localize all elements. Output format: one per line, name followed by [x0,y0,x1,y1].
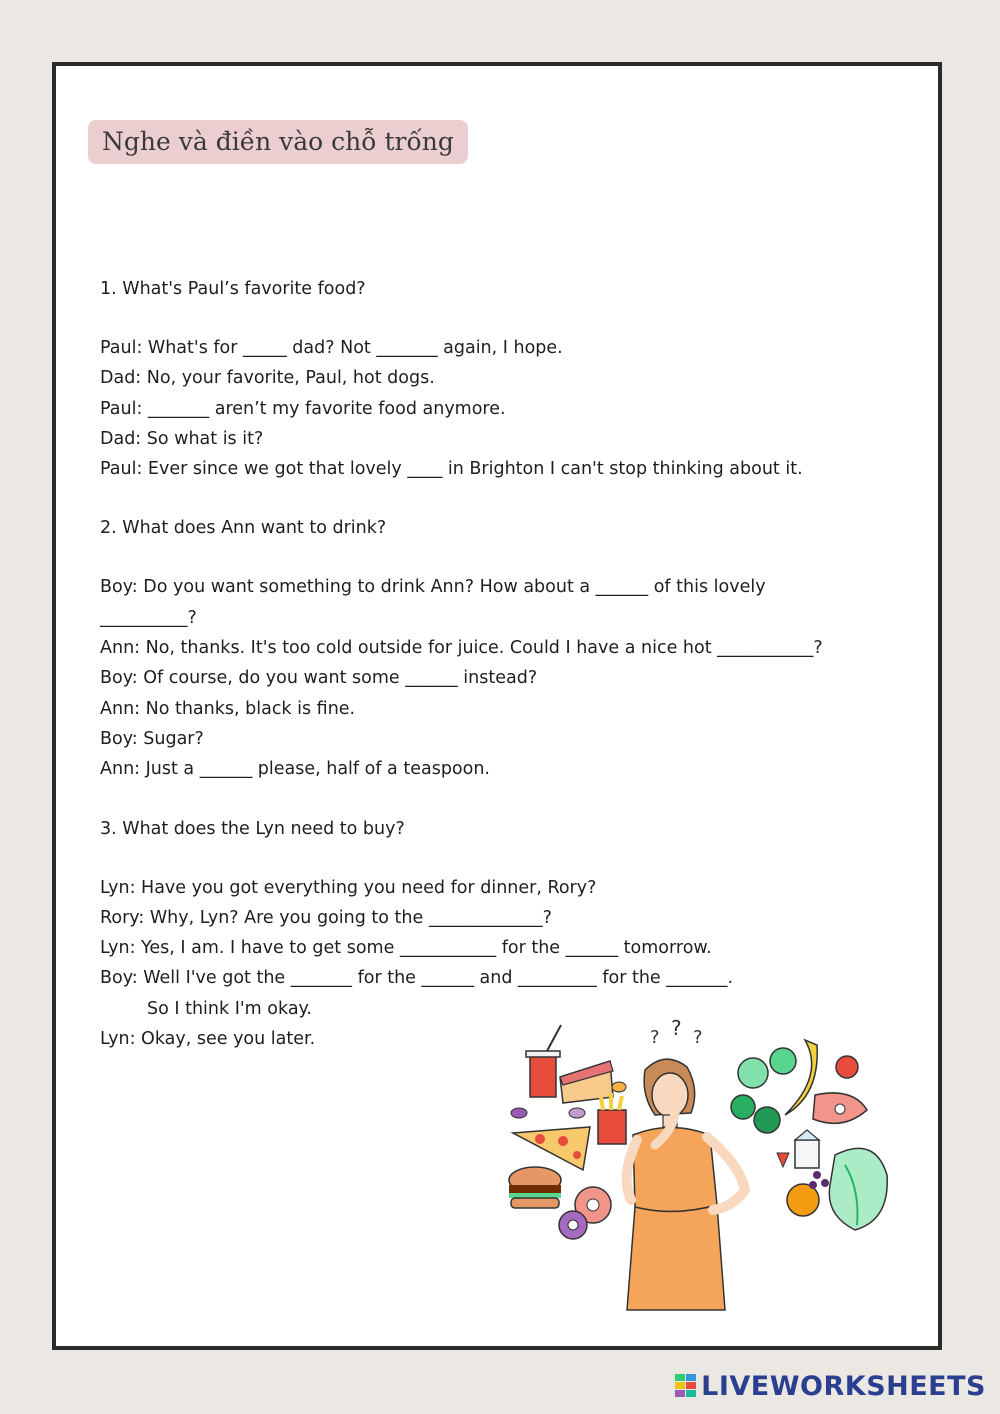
burger-icon [509,1167,561,1208]
dialogue-1 [100,333,880,484]
dialogue-line: Ann: No, thanks. It's too cold outside for juice. Could I have a nice hot ___________? [100,638,823,659]
question-mark: ? [650,1027,660,1048]
question-3: 3. What does the Lyn need to buy? [100,818,405,839]
dialogue-line: Paul: _______ aren’t my favorite food anymore. [100,398,506,419]
soda-cup-icon [526,1025,561,1097]
dialogue-2 [100,572,880,784]
milk-carton-icon [795,1130,819,1168]
dialogue-line: Lyn: Have you got everything you need for dinner, Rory? [100,877,597,898]
lettuce-icon [829,1148,887,1230]
dialogue-line: Boy: Sugar? [100,728,204,749]
dialogue-line: Dad: So what is it? [100,428,264,449]
strawberry-icon [777,1153,789,1167]
dialogue-line: Paul: Ever since we got that lovely ____ in Brighton I can't stop thinking about it. [100,459,803,480]
dialogue-line: Boy: Do you want something to drink Ann? How about a ______ of this lovely [100,577,766,598]
fries-icon [598,1093,626,1144]
broccoli-icon [731,1095,780,1133]
dialogue-line: Ann: Just a ______ please, half of a teaspoon. [100,759,490,780]
dialogue-line: So I think I'm okay. [147,998,312,1019]
footer-branding [675,1366,986,1406]
dialogue-line: Rory: Why, Lyn? Are you going to the _____________? [100,907,552,928]
dialogue-line: Lyn: Yes, I am. I have to get some ___________ for the ______ tomorrow. [100,938,712,959]
question-1: 1. What's Paul’s favorite food? [100,279,366,299]
cake-slice-icon [560,1061,613,1103]
question-mark: ? [693,1027,703,1048]
donut-icon [559,1187,611,1239]
dialogue-line: __________? [100,607,197,628]
berries-icon [809,1171,829,1189]
apple-icon [738,1048,796,1088]
liveworksheets-logo-icon [675,1372,697,1400]
brand-name: LIVEWORKSHEETS [701,1370,986,1402]
pizza-slice-icon [513,1127,590,1170]
food-choice-illustration [495,1015,895,1315]
worksheet-heading: Nghe và điền vào chỗ trống [88,120,468,164]
question-mark: ? [671,1016,682,1040]
salmon-icon [813,1093,867,1123]
question-2: 2. What does Ann want to drink? [100,518,387,539]
worksheet-content [100,276,880,1085]
dialogue-line: Lyn: Okay, see you later. [100,1029,316,1050]
thinking-woman-icon [627,1059,745,1310]
dialogue-line: Dad: No, your favorite, Paul, hot dogs. [100,368,435,389]
tomato-icon [836,1056,858,1078]
dialogue-line: Boy: Well I've got the _______ for the ______ and _________ for the _______. [100,968,734,989]
dialogue-line: Ann: No thanks, black is fine. [100,698,356,719]
dialogue-line: Paul: What's for _____ dad? Not _______ again, I hope. [100,338,563,358]
dialogue-line: Boy: Of course, do you want some ______ instead? [100,668,538,689]
